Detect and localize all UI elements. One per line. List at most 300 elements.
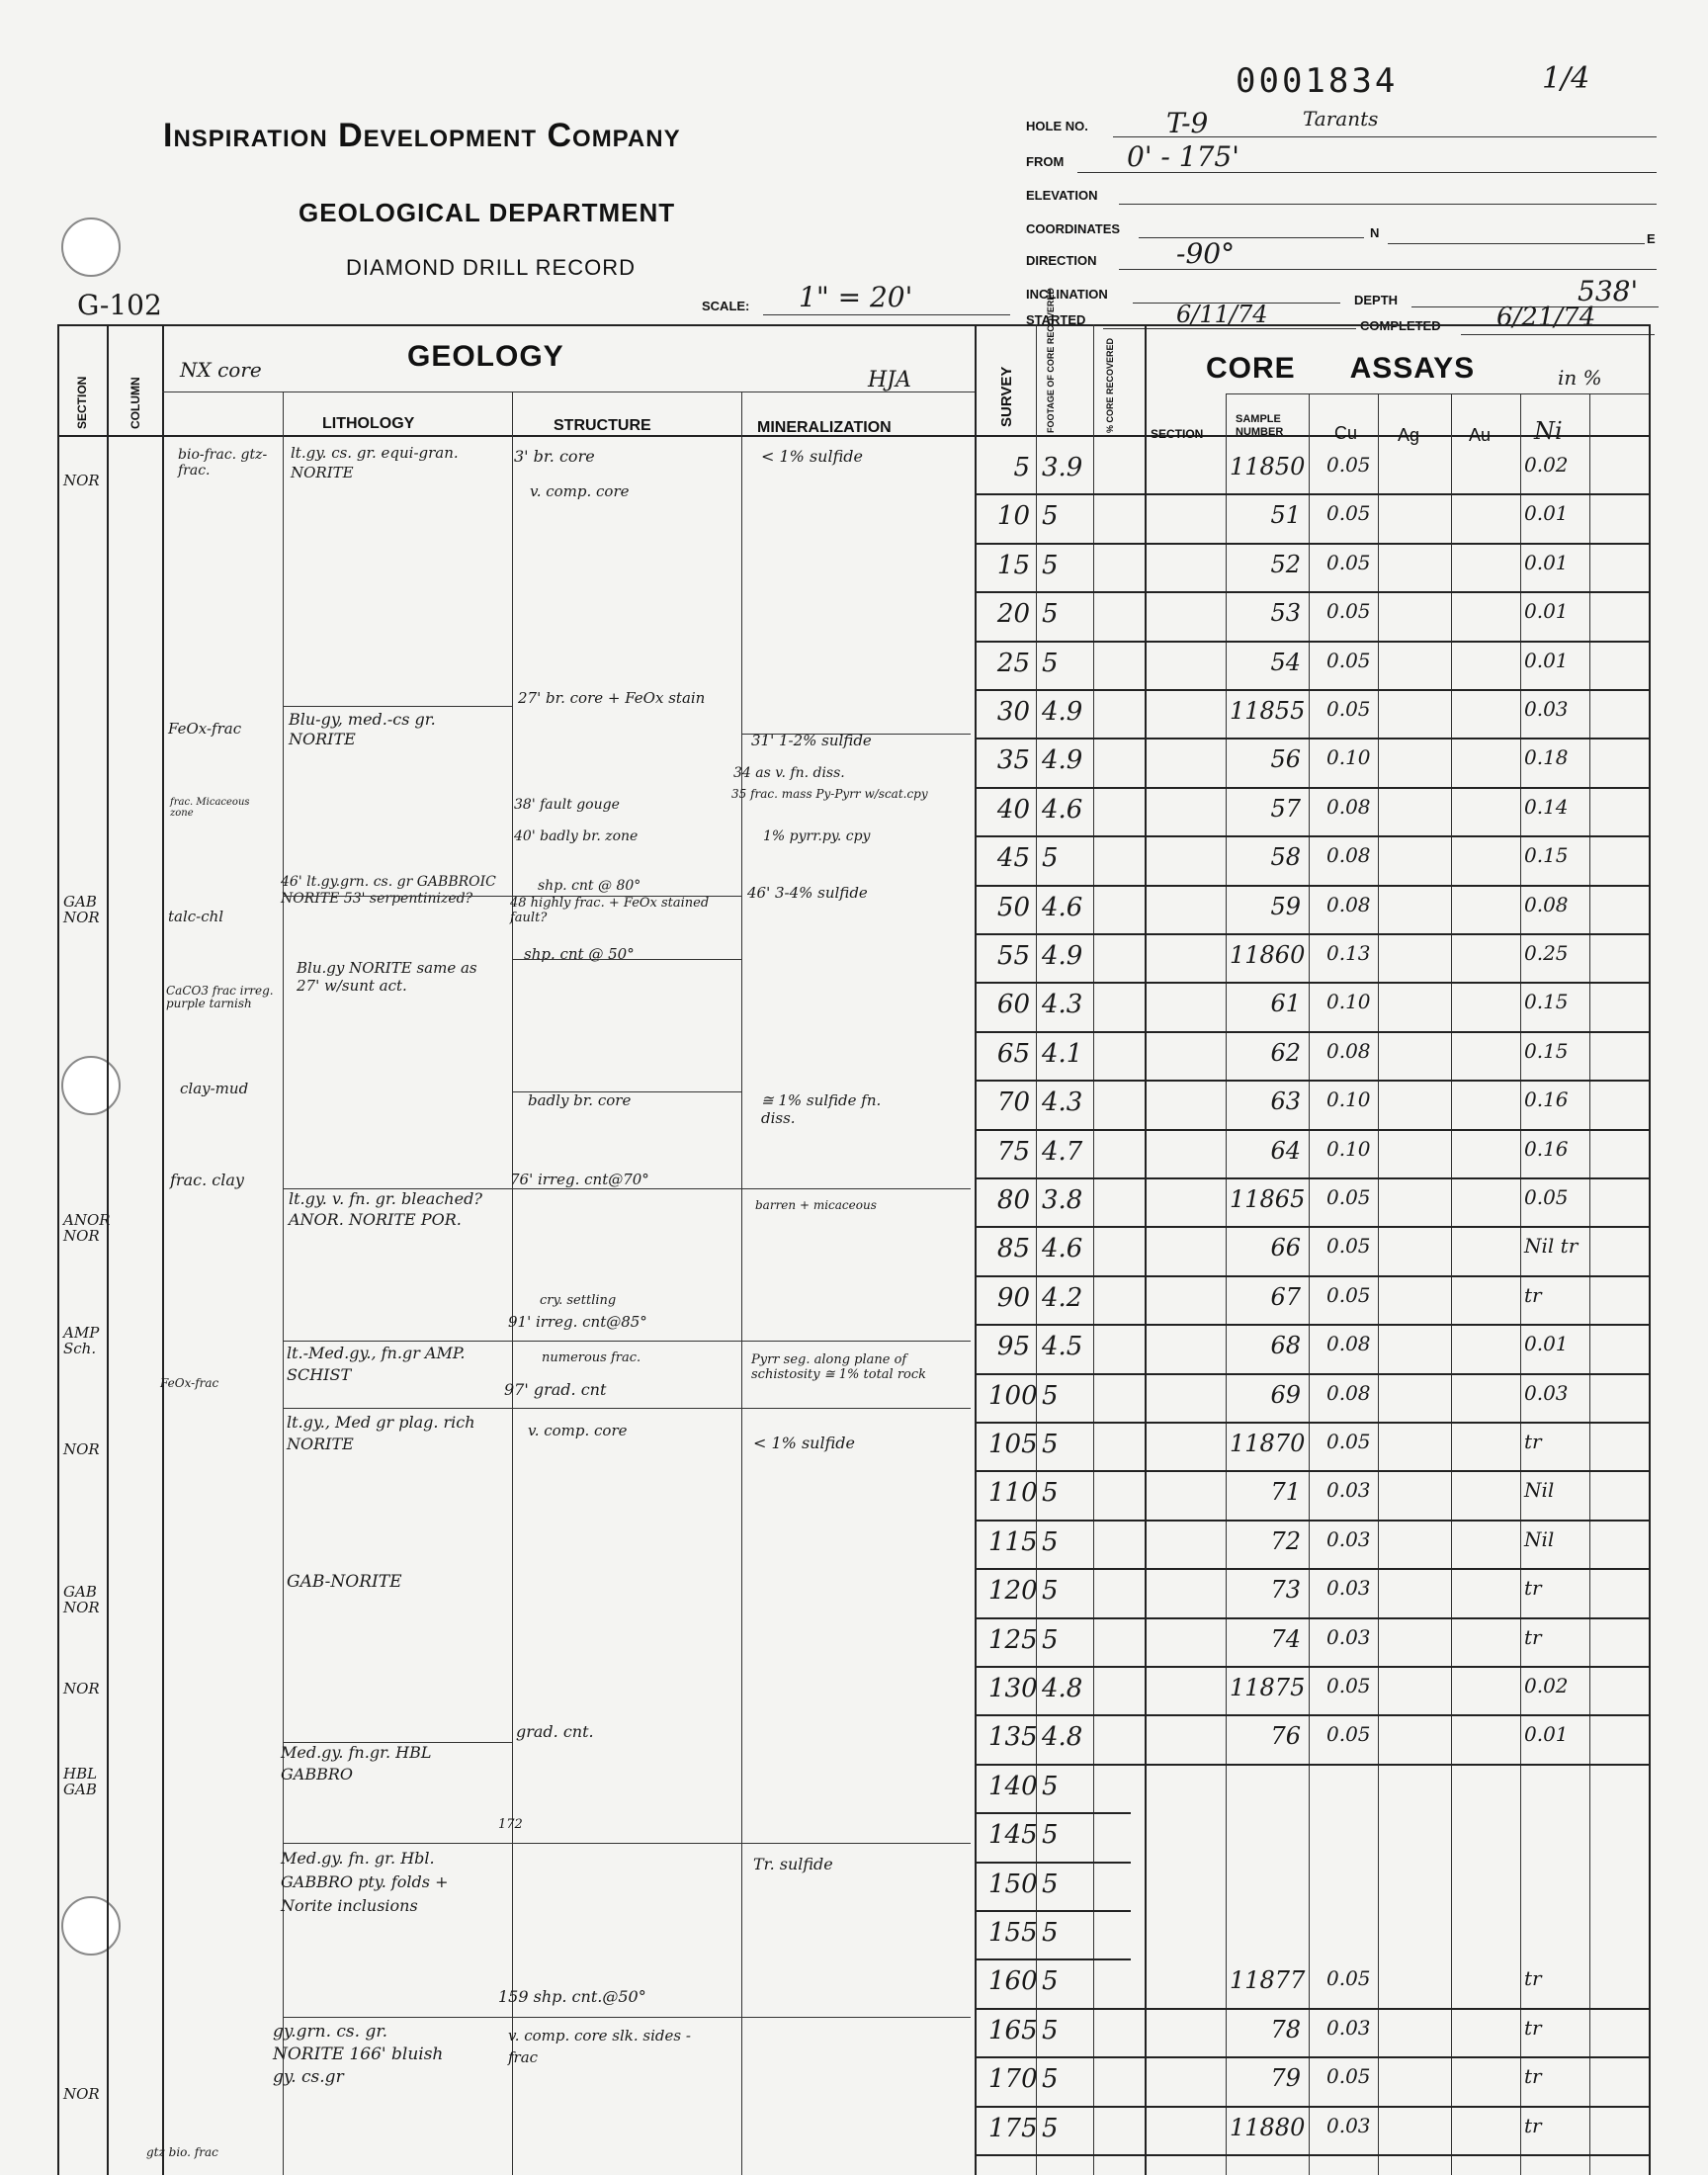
table-row [0,1766,1708,1814]
table-row [0,495,1708,544]
footage-cell: 5 [1042,843,1059,874]
section-label: NOR [63,1680,100,1697]
cu-cell: 0.05 [1326,501,1371,526]
cu-cell: 0.03 [1326,1624,1371,1649]
structure-note: badly br. core [528,1091,632,1109]
sample-number-cell: 11870 [1230,1430,1306,1457]
structure-note: 97' grad. cnt [504,1380,607,1399]
structure-note: numerous frac. [542,1350,641,1365]
sample-number-cell: 73 [1270,1576,1301,1605]
table-row [0,2058,1708,2107]
ni-cell: tr [1524,1576,1542,1601]
structure-note: v. comp. core [528,1422,628,1439]
table-row [0,1375,1708,1424]
contact-line [283,706,512,707]
survey-cell: 165 [988,2015,1038,2045]
structure-note: shp. cnt @ 50° [524,945,635,963]
cu-cell: 0.10 [1326,1088,1371,1112]
footage-cell: 4.5 [1042,1332,1083,1362]
header-column: COLUMN [128,377,142,429]
section-label: GAB NOR [63,1583,100,1616]
survey-cell: 150 [988,1869,1038,1899]
footage-cell: 5 [1042,1771,1059,1801]
structure-note: 40' badly br. zone [514,828,639,844]
row-divider [975,2154,1651,2156]
sample-number-cell: 11880 [1230,2113,1306,2141]
survey-cell: 155 [988,1918,1038,1948]
cu-cell: 0.08 [1326,892,1371,916]
header-footage: FOOTAGE OF CORE RECOVERED [1046,288,1056,433]
table-row [0,1912,1708,1960]
coordinates-n-line [1139,237,1364,238]
sample-number-cell: 11865 [1230,1185,1306,1213]
header-ni: Ni [1534,417,1563,445]
started-label: STARTED [1026,312,1086,327]
cu-cell: 0.08 [1326,1380,1371,1405]
coordinates-e-label: E [1647,231,1656,246]
mineralization-note: 35 frac. mass Py-Pyrr w/scat.cpy [731,787,928,801]
ni-cell: tr [1524,1430,1542,1453]
cu-cell: 0.10 [1326,745,1371,770]
page-fraction: 1/4 [1542,61,1590,96]
direction-label: DIRECTION [1026,253,1097,268]
footage-cell: 4.3 [1042,1088,1083,1118]
sample-number-cell: 67 [1270,1282,1301,1311]
cu-cell: 0.08 [1326,1332,1371,1356]
section-label: NOR [63,472,100,489]
ni-cell: 0.15 [1524,1038,1569,1063]
survey-cell: 145 [988,1820,1038,1851]
ni-cell: 0.05 [1524,1185,1569,1209]
from-value: 0' - 175' [1127,140,1239,173]
section-label: NOR [63,2085,100,2103]
survey-cell: 160 [988,1966,1038,1997]
header-core-size: NX core [180,358,262,382]
header-cu: Cu [1334,423,1358,443]
sample-number-cell: 58 [1270,843,1301,872]
survey-cell: 140 [988,1771,1038,1801]
survey-cell: 80 [996,1185,1030,1215]
section-label: HBL GAB [63,1765,98,1798]
punch-hole-top [61,218,121,277]
sample-number-cell: 76 [1270,1722,1301,1751]
header-geology: GEOLOGY [407,340,564,373]
footage-cell: 5 [1042,1526,1059,1557]
mineralization-note: 31' 1-2% sulfide [751,732,872,749]
footage-cell: 4.9 [1042,745,1083,776]
mineralization-note: Tr. sulfide [753,1855,833,1873]
scale-underline [763,314,1010,315]
footage-cell: 4.6 [1042,892,1083,922]
survey-cell: 40 [996,794,1030,825]
cu-cell: 0.05 [1326,648,1371,672]
column-note: talc-chl [168,908,224,925]
property-name: Tarants [1303,107,1379,130]
sample-number-cell: 72 [1270,1526,1301,1555]
depth-value: 538' [1578,275,1639,307]
survey-cell: 10 [996,501,1030,532]
header-mineralization: MINERALIZATION [757,419,892,436]
footage-cell: 4.8 [1042,1674,1083,1703]
lithology-note: lt.gy., Med gr plag. rich NORITE [287,1413,475,1453]
footage-cell: 5 [1042,1576,1059,1607]
table-row [0,1131,1708,1179]
sample-number-cell: 71 [1270,1478,1301,1507]
footage-cell: 5 [1042,1430,1059,1459]
cu-cell: 0.13 [1326,941,1371,965]
footage-cell: 5 [1042,2015,1059,2045]
table-row [0,1033,1708,1082]
footage-cell: 5 [1042,1820,1059,1851]
table-row [0,2108,1708,2156]
table-row [0,1668,1708,1716]
survey-cell: 50 [996,892,1030,922]
header-assay-units: in % [1558,366,1602,390]
footage-cell: 4.2 [1042,1282,1083,1313]
cu-cell: 0.03 [1326,1478,1371,1503]
mineralization-note: barren + micaceous [755,1198,877,1212]
survey-cell: 75 [996,1136,1030,1167]
contact-line [283,1341,971,1342]
sample-number-cell: 11875 [1230,1674,1306,1701]
sample-number-cell: 62 [1270,1038,1301,1067]
cu-cell: 0.05 [1326,1430,1371,1453]
survey-cell: 120 [988,1576,1038,1607]
ni-cell: 0.03 [1524,1380,1569,1405]
footage-cell: 4.1 [1042,1038,1083,1069]
table-row [0,935,1708,984]
lithology-note: gy.grn. cs. gr. NORITE 166' bluish gy. cs.gr [273,2022,444,2087]
footage-cell: 4.8 [1042,1722,1083,1753]
survey-cell: 15 [996,550,1030,580]
structure-note: grad. cnt. [516,1722,594,1741]
ni-cell: tr [1524,2015,1542,2040]
ni-cell: tr [1524,1282,1542,1307]
sample-number-cell: 79 [1270,2064,1301,2093]
completed-label: COMPLETED [1360,318,1441,333]
ni-cell: tr [1524,1966,1542,1991]
ni-cell: 0.15 [1524,990,1569,1014]
table-row [0,1277,1708,1326]
sample-number-cell: 61 [1270,990,1301,1018]
column-note: frac. clay [170,1171,244,1189]
structure-note: 159 shp. cnt.@50° [498,1987,646,2006]
survey-cell: 20 [996,599,1030,630]
header-section: SECTION [75,376,89,429]
survey-cell: 90 [996,1282,1030,1313]
cu-cell: 0.05 [1326,697,1371,721]
ni-cell: 0.02 [1524,453,1569,477]
lithology-note: lt.-Med.gy., fn.gr AMP. SCHIST [287,1344,466,1384]
table-row [0,593,1708,642]
cu-cell: 0.08 [1326,843,1371,868]
ni-cell: 0.18 [1524,745,1569,770]
ni-cell: 0.01 [1524,1722,1569,1747]
structure-note: 48 highly frac. + FeOx stained fault? [510,896,710,925]
cu-cell: 0.05 [1326,1966,1371,1991]
footage-cell: 4.6 [1042,1234,1083,1264]
survey-cell: 25 [996,648,1030,678]
survey-cell: 170 [988,2064,1038,2095]
cu-cell: 0.05 [1326,2064,1371,2089]
form-number: G-102 [77,289,162,321]
footage-cell: 3.8 [1042,1185,1083,1215]
cu-cell: 0.08 [1326,1038,1371,1063]
structure-note: 3' br. core [514,447,595,466]
table-row [0,643,1708,691]
sample-number-cell: 74 [1270,1624,1301,1653]
coordinates-n-label: N [1370,225,1380,240]
structure-note: 27' br. core + FeOx stain [518,689,706,707]
table-row [0,1619,1708,1668]
ni-cell: Nil [1524,1526,1555,1551]
survey-cell: 125 [988,1624,1038,1655]
from-label: FROM [1026,154,1065,169]
column-note: clay-mud [180,1080,249,1097]
table-row [0,545,1708,593]
survey-cell: 65 [996,1038,1030,1069]
ni-cell: 0.03 [1524,697,1569,721]
header-ag: Ag [1398,425,1420,445]
survey-cell: 70 [996,1088,1030,1118]
lithology-note: Med.gy. fn.gr. HBL GABBRO [281,1743,432,1784]
survey-cell: 95 [996,1332,1030,1362]
sample-number-cell: 56 [1270,745,1301,774]
column-note: FeOx-frac [160,1376,219,1390]
structure-note: v. comp. core [530,482,630,500]
column-note: gtz bio. frac [146,2145,218,2159]
lithology-note: lt.gy. cs. gr. equi-gran. NORITE [291,444,459,481]
footage-cell: 5 [1042,1624,1059,1655]
cu-cell: 0.03 [1326,1526,1371,1551]
footage-cell: 3.9 [1042,453,1083,482]
survey-cell: 175 [988,2113,1038,2143]
survey-cell: 45 [996,843,1030,874]
survey-cell: 55 [996,941,1030,971]
sample-number-cell: 11850 [1230,453,1306,480]
ni-cell: 0.01 [1524,501,1569,526]
structure-note: 76' irreg. cnt@70° [510,1171,649,1188]
ni-cell: 0.01 [1524,648,1569,672]
cu-cell: 0.08 [1326,794,1371,819]
footage-cell: 4.9 [1042,697,1083,727]
contact-line [283,896,741,897]
depth-label: DEPTH [1354,293,1399,307]
ni-cell: Nil tr [1524,1234,1579,1259]
contact-line [283,1843,971,1844]
survey-cell: 5 [1013,453,1030,482]
mineralization-note: ≅ 1% sulfide fn. diss. [761,1091,882,1127]
lithology-note: Med.gy. fn. gr. Hbl. GABBRO pty. folds + Norite inclusions [281,1849,449,1915]
sample-number-cell: 51 [1270,501,1301,530]
ni-cell: 0.01 [1524,599,1569,624]
ni-cell: 0.14 [1524,794,1569,819]
cu-cell: 0.05 [1326,1185,1371,1209]
sample-number-cell: 59 [1270,892,1301,920]
cu-cell: 0.05 [1326,550,1371,574]
survey-cell: 35 [996,745,1030,776]
lithology-note: GAB-NORITE [287,1572,402,1592]
header-assay-section: SECTION [1151,427,1204,441]
cu-cell: 0.05 [1326,453,1371,477]
sample-number-cell: 64 [1270,1136,1301,1165]
survey-cell: 115 [988,1526,1038,1557]
header-lithology: LITHOLOGY [322,415,415,432]
started-value: 6/11/74 [1176,301,1268,328]
completed-value: 6/21/74 [1496,303,1596,332]
lithology-note: lt.gy. v. fn. gr. bleached? ANOR. NORITE POR. [289,1189,482,1229]
ni-cell: 0.15 [1524,843,1569,868]
ni-cell: 0.16 [1524,1088,1569,1112]
mineralization-note: Pyrr seg. along plane of schistosity ≅ 1% total rock [751,1352,927,1382]
section-label: AMP Sch. [63,1324,100,1357]
footage-cell: 4.7 [1042,1136,1083,1167]
mineralization-note: 1% pyrr.py. cpy [763,828,871,844]
table-row [0,1522,1708,1570]
contact-line [283,1188,971,1189]
table-row [0,837,1708,886]
ni-cell: Nil [1524,1478,1555,1503]
sample-number-cell: 11877 [1230,1966,1306,1995]
ni-cell: 0.16 [1524,1136,1569,1161]
ni-cell: 0.08 [1524,892,1569,916]
contact-line [512,959,741,960]
ni-cell: 0.01 [1524,550,1569,574]
direction-value: -90° [1176,237,1236,270]
footage-cell: 5 [1042,1478,1059,1509]
elevation-line [1119,204,1657,205]
hole-no-label: HOLE NO. [1026,119,1088,133]
lithology-note: Blu.gy NORITE same as 27' w/sunt act. [297,959,477,995]
cu-cell: 0.05 [1326,1282,1371,1307]
header-structure: STRUCTURE [554,417,651,434]
column-note: CaCO3 frac irreg. purple tarnish [166,984,274,1010]
cu-cell: 0.03 [1326,2113,1371,2137]
contact-line [283,2017,971,2018]
sample-number-cell: 68 [1270,1332,1301,1360]
mineralization-note: 34 as v. fn. diss. [733,765,845,781]
sample-number-cell: 54 [1270,648,1301,676]
ni-cell: tr [1524,1624,1542,1649]
company-name: Inspiration Development Company [163,117,681,154]
structure-note: shp. cnt @ 80° [538,878,641,894]
contact-line [741,734,971,735]
scale-value: 1" = 20' [799,281,913,313]
survey-cell: 105 [988,1430,1038,1459]
table-row [0,1228,1708,1276]
column-note: bio-frac. gtz-frac. [178,447,268,478]
contact-line [283,1408,971,1409]
footage-cell: 5 [1042,1380,1059,1411]
ni-cell: tr [1524,2113,1542,2137]
footage-cell: 5 [1042,648,1059,678]
footage-cell: 5 [1042,501,1059,532]
sample-number-cell: 11855 [1230,697,1306,725]
contact-line [512,1091,741,1092]
department-name: GEOLOGICAL DEPARTMENT [299,198,676,227]
table-row [0,1814,1708,1863]
coordinates-label: COORDINATES [1026,221,1121,236]
header-core-assays: CORE ASSAYS [1206,352,1476,385]
section-label: GAB NOR [63,893,100,926]
mineralization-note: 46' 3-4% sulfide [747,884,868,902]
footage-cell: 4.9 [1042,941,1083,971]
sample-number-cell: 11860 [1230,941,1306,969]
cu-cell: 0.05 [1326,1234,1371,1259]
table-row [0,1716,1708,1765]
lithology-note: 46' lt.gy.grn. cs. gr GABBROIC NORITE 53' serpentinized? [281,874,496,907]
structure-note: 172 [498,1817,523,1832]
survey-cell: 100 [988,1380,1038,1411]
cu-cell: 0.03 [1326,2015,1371,2040]
survey-cell: 30 [996,697,1030,727]
cu-cell: 0.10 [1326,990,1371,1014]
ni-cell: 0.02 [1524,1674,1569,1697]
record-type: DIAMOND DRILL RECORD [346,255,636,280]
cu-cell: 0.10 [1326,1136,1371,1161]
structure-note: 91' irreg. cnt@85° [508,1313,647,1331]
structure-note: cry. settling [540,1293,617,1308]
structure-note: v. comp. core slk. sides - frac [508,2027,691,2066]
header-au: Au [1469,425,1492,445]
mineralization-note: < 1% sulfide [753,1434,855,1452]
header-sample-number: SAMPLE NUMBER [1236,413,1284,438]
footage-cell: 5 [1042,1918,1059,1948]
header-survey: SURVEY [998,366,1015,427]
footage-cell: 5 [1042,599,1059,630]
doc-number: 0001834 [1236,61,1399,101]
mineralization-note: < 1% sulfide [761,447,863,466]
cu-cell: 0.05 [1326,1722,1371,1747]
sample-number-cell: 69 [1270,1380,1301,1409]
footage-cell: 4.6 [1042,794,1083,825]
contact-line [283,1742,512,1743]
coordinates-e-line [1388,243,1645,244]
cu-cell: 0.05 [1326,1674,1371,1697]
column-note: FeOx-frac [168,720,242,738]
sample-number-cell: 63 [1270,1088,1301,1116]
sample-number-cell: 52 [1270,550,1301,578]
footage-cell: 5 [1042,550,1059,580]
sample-number-cell: 53 [1270,599,1301,628]
sample-number-cell: 66 [1270,1234,1301,1262]
ni-cell: 0.01 [1524,1332,1569,1356]
footage-cell: 5 [1042,2113,1059,2143]
lithology-note: Blu-gy, med.-cs gr. NORITE [289,710,436,748]
ni-cell: tr [1524,2064,1542,2089]
table-row [0,1864,1708,1912]
survey-cell: 135 [988,1722,1038,1753]
section-label: ANOR NOR [63,1211,111,1245]
hole-no-value: T-9 [1166,107,1209,139]
header-logger: HJA [868,368,911,392]
section-label: NOR [63,1440,100,1458]
sample-number-cell: 78 [1270,2015,1301,2044]
scale-label: SCALE: [702,299,750,313]
footage-cell: 4.3 [1042,990,1083,1020]
ni-cell: 0.25 [1524,941,1569,965]
survey-cell: 85 [996,1234,1030,1264]
table-row [0,1472,1708,1521]
structure-note: 38' fault gouge [514,797,620,813]
table-row [0,1570,1708,1618]
footage-cell: 5 [1042,2064,1059,2095]
elevation-label: ELEVATION [1026,188,1098,203]
survey-cell: 60 [996,990,1030,1020]
cu-cell: 0.05 [1326,599,1371,624]
sample-number-cell: 57 [1270,794,1301,823]
column-note: frac. Micaceous zone [170,797,250,819]
